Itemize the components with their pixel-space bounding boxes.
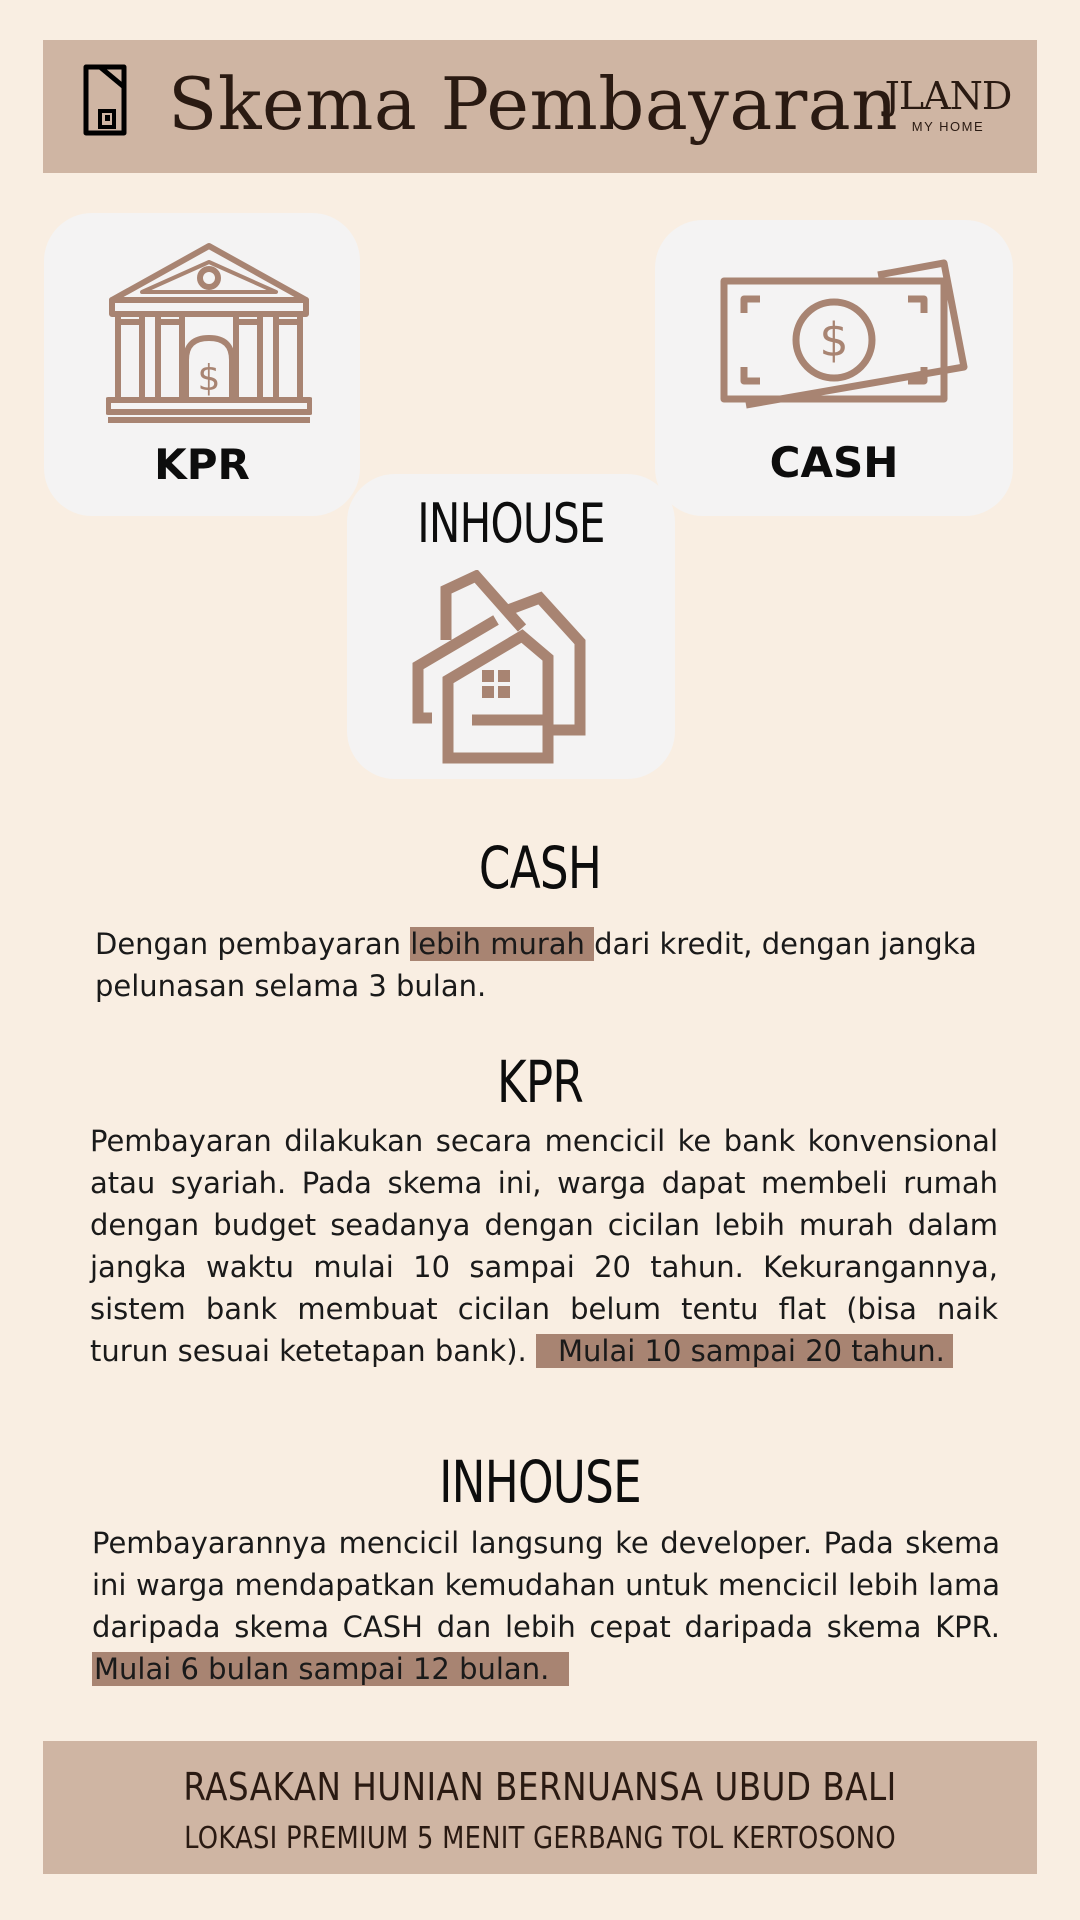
text-segment: Dengan pembayaran xyxy=(95,927,411,961)
brand-name: JLAND xyxy=(884,74,1012,118)
text-segment: Pembayaran dilakukan secara mencicil ke bank konvensional atau syariah. Pada skema ini, warga dapat membeli rumah dengan budget seadanya dengan cicilan lebih murah dalam jangka waktu mulai 10 sampai 20 tahun. Kekurangannya, sistem bank membuat cicilan belum tentu flat (bisa naik turun sesuai ketetapan bank). xyxy=(90,1124,998,1368)
card-label-inhouse: INHOUSE xyxy=(417,492,605,555)
page-title: Skema Pembayaran xyxy=(168,62,899,146)
section-title-cash: CASH xyxy=(478,834,602,902)
money-icon xyxy=(718,255,970,420)
brand-logo xyxy=(880,74,1016,136)
footer-subline: LOKASI PREMIUM 5 MENIT GERBANG TOL KERTOSONO xyxy=(184,1821,896,1856)
bank-icon xyxy=(106,240,312,425)
highlight-text: Mulai 10 sampai 20 tahun. xyxy=(536,1334,953,1368)
section-text-cash xyxy=(95,923,1005,1007)
house-icon xyxy=(412,570,586,766)
highlight-text: Mulai 6 bulan sampai 12 bulan. xyxy=(92,1652,569,1686)
brand-tagline: MY HOME xyxy=(911,119,985,134)
section-title-kpr: KPR xyxy=(496,1048,584,1116)
svg-text:$: $ xyxy=(197,358,221,399)
highlight-text: lebih murah xyxy=(410,927,595,961)
svg-text:$: $ xyxy=(819,313,849,367)
footer-headline: RASAKAN HUNIAN BERNUANSA UBUD BALI xyxy=(183,1765,897,1809)
section-text-kpr xyxy=(90,1120,998,1372)
section-text-inhouse xyxy=(92,1522,1000,1690)
card-label-cash: CASH xyxy=(769,438,899,487)
text-segment: dari kredit, dengan jangka pelunasan selama 3 bulan. xyxy=(95,927,977,1003)
footer-banner xyxy=(43,1741,1037,1874)
section-title-inhouse: INHOUSE xyxy=(439,1448,641,1516)
card-label-kpr: KPR xyxy=(154,440,250,489)
building-icon xyxy=(80,63,130,143)
text-segment: Pembayarannya mencicil langsung ke developer. Pada skema ini warga mendapatkan kemudahan untuk mencicil lebih lama daripada skema CASH dan lebih cepat daripada skema KPR. xyxy=(92,1526,1000,1644)
